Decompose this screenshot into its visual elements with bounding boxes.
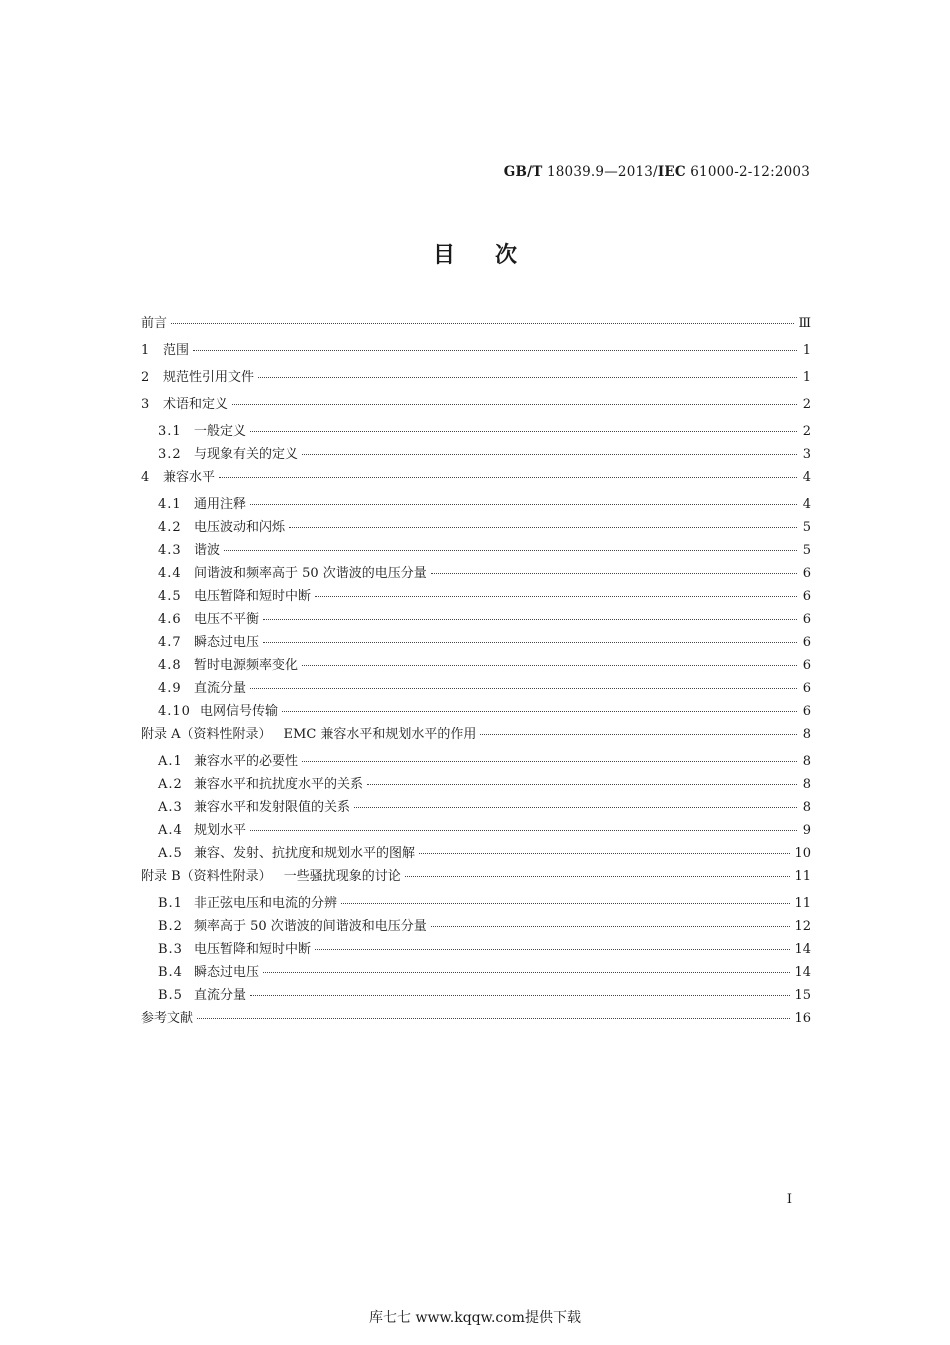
- toc-leader-dots: [250, 431, 797, 432]
- table-of-contents: [141, 312, 811, 1034]
- toc-leader-dots: [263, 972, 790, 973]
- toc-entry[interactable]: [141, 516, 811, 539]
- toc-entry[interactable]: [141, 339, 811, 366]
- toc-entry-label: 电压暂降和短时中断: [194, 942, 312, 957]
- toc-entry-label: 兼容水平的必要性: [194, 754, 299, 769]
- toc-entry-label: 一般定义: [194, 424, 247, 439]
- toc-entry-number: A.2: [158, 777, 183, 792]
- std-number: 18039.9—2013/: [542, 164, 658, 180]
- toc-entry[interactable]: [141, 312, 811, 339]
- toc-entry[interactable]: [141, 631, 811, 654]
- toc-entry-page: 4: [802, 497, 811, 512]
- toc-entry-page: 6: [802, 566, 811, 581]
- toc-entry-label: 频率高于 50 次谐波的间谐波和电压分量: [194, 919, 427, 934]
- toc-entry-page: 8: [802, 727, 811, 742]
- toc-entry[interactable]: [141, 723, 811, 750]
- toc-entry[interactable]: [141, 892, 811, 915]
- toc-entry-number: 4.7: [158, 635, 182, 650]
- toc-entry-label: 瞬态过电压: [194, 965, 260, 980]
- toc-entry-number: 附录 A（资料性附录）: [141, 727, 272, 742]
- toc-entry[interactable]: [141, 608, 811, 631]
- toc-entry-label: 兼容水平和抗扰度水平的关系: [194, 777, 364, 792]
- toc-leader-dots: [250, 995, 790, 996]
- toc-leader-dots: [263, 642, 797, 643]
- toc-leader-dots: [354, 807, 797, 808]
- toc-leader-dots: [367, 784, 797, 785]
- toc-entry-number: 4.4: [158, 566, 182, 581]
- toc-entry-label: 间谐波和频率高于 50 次谐波的电压分量: [194, 566, 427, 581]
- toc-entry-label: 兼容、发射、抗扰度和规划水平的图解: [194, 846, 416, 861]
- toc-entry[interactable]: [141, 961, 811, 984]
- toc-leader-dots: [250, 830, 797, 831]
- toc-entry-page: Ⅲ: [798, 316, 811, 331]
- toc-entry-label: 电压波动和闪烁: [194, 520, 286, 535]
- toc-entry-page: 1: [802, 343, 811, 358]
- toc-entry[interactable]: [141, 393, 811, 420]
- toc-entry-number: A.5: [158, 846, 183, 861]
- toc-entry-number: 4.10: [158, 704, 191, 719]
- toc-entry-page: 6: [802, 658, 811, 673]
- toc-leader-dots: [250, 504, 797, 505]
- toc-entry[interactable]: [141, 750, 811, 773]
- standard-number-header: [504, 164, 810, 180]
- toc-entry-page: 14: [794, 942, 811, 957]
- toc-entry[interactable]: [141, 366, 811, 393]
- toc-entry[interactable]: [141, 819, 811, 842]
- toc-entry-label: 一些骚扰现象的讨论: [283, 869, 401, 884]
- toc-entry-label: 通用注释: [194, 497, 247, 512]
- toc-entry-number: 附录 B（资料性附录）: [141, 869, 272, 884]
- toc-entry-number: 4.1: [158, 497, 182, 512]
- toc-leader-dots: [431, 926, 791, 927]
- page-folio: I: [786, 1192, 792, 1207]
- toc-leader-dots: [289, 527, 797, 528]
- toc-leader-dots: [315, 949, 790, 950]
- toc-entry[interactable]: [141, 493, 811, 516]
- toc-entry-number: 3.2: [158, 447, 182, 462]
- toc-entry-page: 2: [802, 424, 811, 439]
- toc-entry-number: 1: [141, 343, 150, 358]
- toc-entry-number: B.4: [158, 965, 183, 980]
- toc-leader-dots: [341, 903, 790, 904]
- toc-entry-number: 4.5: [158, 589, 182, 604]
- download-footer: 库七七 www.kqqw.com提供下载: [369, 1310, 581, 1326]
- toc-leader-dots: [197, 1018, 790, 1019]
- toc-entry-label: 非正弦电压和电流的分辨: [194, 896, 338, 911]
- toc-entry-page: 1: [802, 370, 811, 385]
- toc-entry-label: 瞬态过电压: [194, 635, 260, 650]
- toc-entry-number: 4.2: [158, 520, 182, 535]
- toc-leader-dots: [193, 350, 797, 351]
- toc-entry-number: 4.8: [158, 658, 182, 673]
- toc-entry-number: 4.3: [158, 543, 182, 558]
- toc-entry[interactable]: [141, 466, 811, 493]
- toc-entry-number: 3.1: [158, 424, 182, 439]
- iec-prefix: IEC: [657, 164, 686, 180]
- toc-leader-dots: [302, 761, 797, 762]
- toc-leader-dots: [302, 454, 797, 455]
- toc-entry-page: 6: [802, 635, 811, 650]
- toc-entry-number: A.4: [158, 823, 183, 838]
- toc-entry-page: 14: [794, 965, 811, 980]
- toc-entry[interactable]: [141, 700, 811, 723]
- toc-entry[interactable]: [141, 562, 811, 585]
- toc-leader-dots: [250, 688, 797, 689]
- toc-entry[interactable]: [141, 585, 811, 608]
- toc-entry-label: 电压暂降和短时中断: [194, 589, 312, 604]
- toc-entry-label: 直流分量: [194, 681, 247, 696]
- toc-entry-label: 暂时电源频率变化: [194, 658, 299, 673]
- toc-entry-number: B.1: [158, 896, 183, 911]
- toc-leader-dots: [315, 596, 797, 597]
- toc-entry[interactable]: [141, 773, 811, 796]
- toc-entry-number: 4.9: [158, 681, 182, 696]
- toc-entry[interactable]: [141, 420, 811, 443]
- toc-leader-dots: [480, 734, 797, 735]
- toc-leader-dots: [263, 619, 797, 620]
- toc-entry[interactable]: [141, 1007, 811, 1034]
- toc-entry-page: 10: [794, 846, 811, 861]
- toc-entry-page: 8: [802, 754, 811, 769]
- toc-entry-page: 12: [794, 919, 811, 934]
- toc-leader-dots: [302, 665, 797, 666]
- toc-entry-label: 电网信号传输: [200, 704, 279, 719]
- toc-entry-number: B.5: [158, 988, 183, 1003]
- toc-leader-dots: [224, 550, 797, 551]
- toc-entry-page: 15: [794, 988, 811, 1003]
- toc-entry-label: 兼容水平: [163, 470, 216, 485]
- toc-entry-number: A.1: [158, 754, 183, 769]
- toc-entry-label: 参考文献: [141, 1011, 194, 1026]
- toc-entry-page: 6: [802, 589, 811, 604]
- toc-leader-dots: [419, 853, 790, 854]
- toc-leader-dots: [232, 404, 797, 405]
- toc-entry-page: 3: [802, 447, 811, 462]
- toc-entry-label: 直流分量: [194, 988, 247, 1003]
- toc-entry-number: B.3: [158, 942, 183, 957]
- toc-entry[interactable]: [141, 539, 811, 562]
- toc-entry-label: 兼容水平和发射限值的关系: [194, 800, 351, 815]
- toc-entry-label: EMC 兼容水平和规划水平的作用: [283, 727, 477, 742]
- toc-entry[interactable]: [141, 443, 811, 466]
- toc-leader-dots: [282, 711, 797, 712]
- toc-entry-label: 与现象有关的定义: [194, 447, 299, 462]
- toc-entry-page: 16: [794, 1011, 811, 1026]
- toc-entry-page: 5: [802, 520, 811, 535]
- toc-entry-page: 5: [802, 543, 811, 558]
- toc-entry-label: 范围: [163, 343, 190, 358]
- toc-leader-dots: [431, 573, 797, 574]
- toc-leader-dots: [405, 876, 791, 877]
- toc-entry-label: 规划水平: [194, 823, 247, 838]
- toc-leader-dots: [258, 377, 797, 378]
- toc-entry-label: 电压不平衡: [194, 612, 260, 627]
- toc-entry-page: 6: [802, 612, 811, 627]
- toc-entry-page: 2: [802, 397, 811, 412]
- toc-entry[interactable]: [141, 984, 811, 1007]
- toc-entry-page: 6: [802, 704, 811, 719]
- toc-entry-number: 2: [141, 370, 150, 385]
- toc-entry-page: 8: [802, 777, 811, 792]
- toc-entry[interactable]: [141, 865, 811, 892]
- toc-entry[interactable]: [141, 938, 811, 961]
- toc-entry[interactable]: [141, 842, 811, 865]
- page-title: 目次: [432, 242, 557, 268]
- toc-entry-number: 4.6: [158, 612, 182, 627]
- iec-number: 61000-2-12:2003: [685, 164, 810, 180]
- toc-entry-number: 3: [141, 397, 150, 412]
- toc-entry-number: 4: [141, 470, 150, 485]
- toc-entry-page: 6: [802, 681, 811, 696]
- toc-entry-page: 11: [794, 869, 811, 884]
- toc-leader-dots: [219, 477, 797, 478]
- std-prefix: GB/T: [503, 164, 543, 180]
- toc-entry[interactable]: [141, 915, 811, 938]
- toc-entry-page: 11: [794, 896, 811, 911]
- toc-entry-page: 8: [802, 800, 811, 815]
- toc-leader-dots: [171, 323, 794, 324]
- toc-entry-label: 谐波: [194, 543, 221, 558]
- toc-entry[interactable]: [141, 677, 811, 700]
- toc-entry-number: A.3: [158, 800, 183, 815]
- toc-entry-label: 前言: [141, 316, 168, 331]
- toc-entry-page: 4: [802, 470, 811, 485]
- toc-entry[interactable]: [141, 796, 811, 819]
- toc-entry[interactable]: [141, 654, 811, 677]
- toc-entry-number: B.2: [158, 919, 183, 934]
- toc-entry-label: 术语和定义: [163, 397, 229, 412]
- toc-entry-page: 9: [802, 823, 811, 838]
- toc-entry-label: 规范性引用文件: [163, 370, 255, 385]
